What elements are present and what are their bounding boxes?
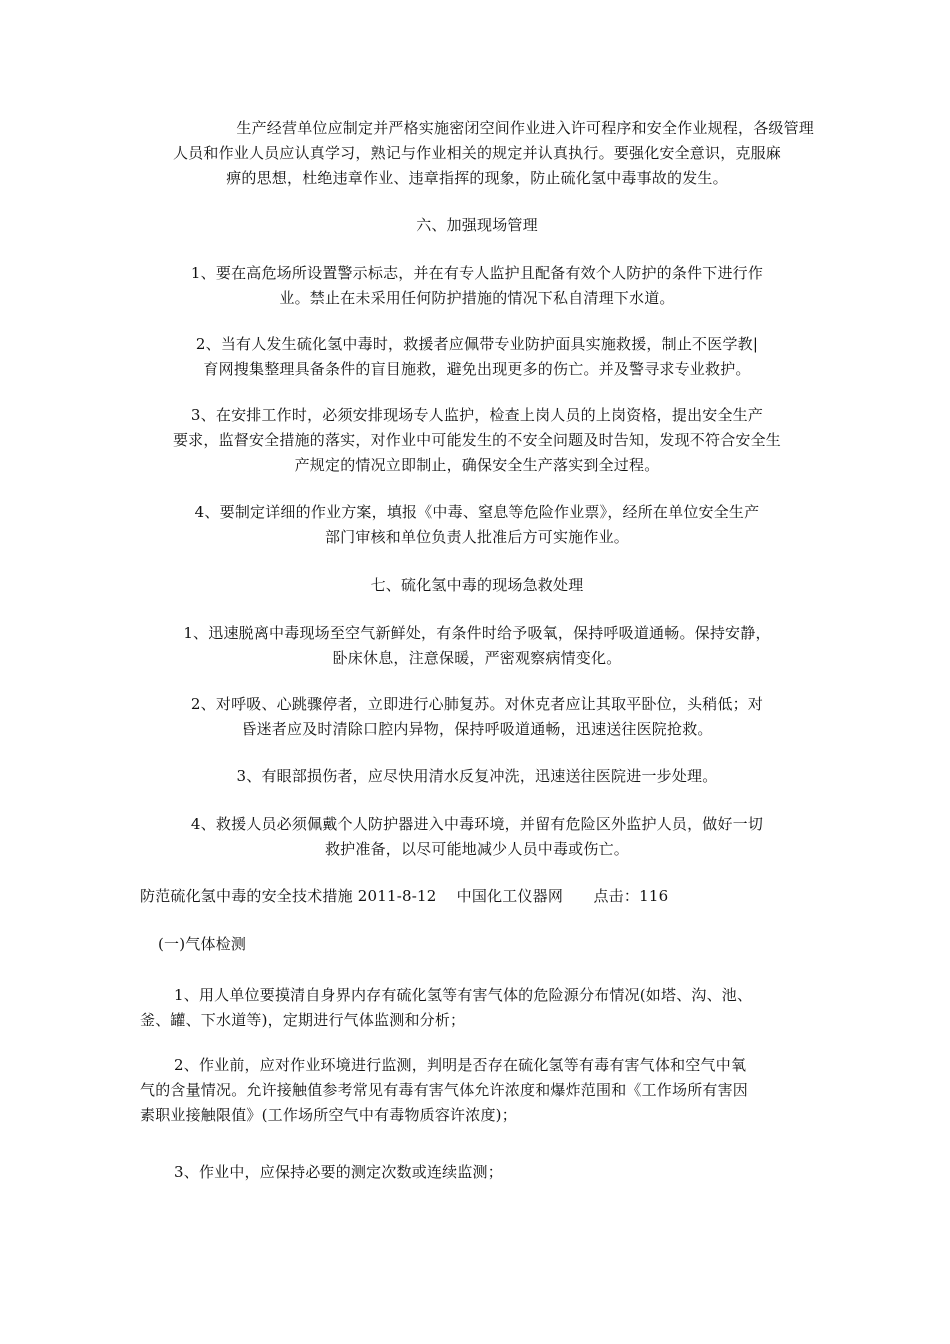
section6-item-3-line-1: 3、在安排工作时，必须安排现场专人监护，检查上岗人员的上岗资格，提出安全生产 — [190, 406, 764, 424]
section6-title: 六、加强现场管理 — [416, 216, 538, 234]
article-item-2 — [140, 1053, 814, 1128]
section6-item-2-line-2: 育网搜集整理具备条件的盲目施救，避免出现更多的伤亡。并及警寻求专业救护。 — [203, 360, 751, 378]
intro-paragraph — [140, 116, 814, 191]
section6-item-3 — [140, 403, 814, 478]
subsection-title: (一)气体检测 — [158, 935, 247, 953]
section6-item-2-line-1: 2、当有人发生硫化氢中毒时，救援者应佩带专业防护面具实施救援，制止不医学教| — [195, 335, 759, 353]
section6-item-4 — [140, 500, 814, 550]
article-item-2-line-2: 气的含量情况。允许接触值参考常见有毒有害气体允许浓度和爆炸范围和《工作场所有害因 — [140, 1081, 749, 1099]
section6-item-1 — [140, 261, 814, 311]
section7-item-4-line-1: 4、救援人员必须佩戴个人防护器进入中毒环境，并留有危险区外监护人员，做好一切 — [190, 815, 764, 833]
section6-item-4-line-1: 4、要制定详细的作业方案，填报《中毒、窒息等危险作业票》，经所在单位安全生产 — [194, 503, 760, 521]
article-item-3 — [140, 1160, 814, 1185]
section6-item-4-line-2: 部门审核和单位负责人批准后方可实施作业。 — [324, 528, 629, 546]
section6-item-1-line-1: 1、要在高危场所设置警示标志，并在有专人监护且配备有效个人防护的条件下进行作 — [190, 264, 764, 282]
article-item-1-line-2: 釜、罐、下水道等)，定期进行气体监测和分析； — [140, 1011, 466, 1029]
section6-item-3-line-3: 产规定的情况立即制止，确保安全生产落实到全过程。 — [294, 456, 660, 474]
section7-item-1 — [140, 621, 814, 671]
section7-title: 七、硫化氢中毒的现场急救处理 — [370, 576, 584, 594]
section7-item-3-line-1: 3、有眼部损伤者，应尽快用清水反复冲洗，迅速送往医院进一步处理。 — [236, 767, 718, 785]
section7-item-4-line-2: 救护准备，以尽可能地减少人员中毒或伤亡。 — [324, 840, 629, 858]
section6-item-3-line-2: 要求，监督安全措施的落实，对作业中可能发生的不安全问题及时告知，发现不符合安全生 — [172, 431, 781, 449]
section7-item-1-line-2: 卧床休息，注意保暖，严密观察病情变化。 — [332, 649, 622, 667]
section7-item-4 — [140, 812, 814, 862]
section7-item-2-line-2: 昏迷者应及时清除口腔内异物，保持呼吸道通畅，迅速送往医院抢救。 — [241, 720, 713, 738]
article-item-2-line-3: 素职业接触限值》(工作场所空气中有毒物质容许浓度)； — [140, 1106, 517, 1124]
section6-item-1-line-2: 业。禁止在未采用任何防护措施的情况下私自清理下水道。 — [279, 289, 675, 307]
intro-line-3: 痹的思想，杜绝违章作业、违章指挥的现象，防止硫化氢中毒事故的发生。 — [226, 169, 728, 187]
article-item-3-line-1: 3、作业中，应保持必要的测定次数或连续监测； — [174, 1163, 503, 1181]
article-item-1-line-1: 1、用人单位要摸清自身界内存有硫化氢等有害气体的危险源分布情况(如塔、沟、池、 — [174, 986, 753, 1004]
section7-item-3 — [140, 764, 814, 789]
article-item-2-line-1: 2、作业前，应对作业环境进行监测，判明是否存在硫化氢等有毒有害气体和空气中氧 — [174, 1056, 747, 1074]
intro-line-2: 人员和作业人员应认真学习，熟记与作业相关的规定并认真执行。要强化安全意识，克服麻 — [172, 144, 781, 162]
section7-item-2-line-1: 2、对呼吸、心跳骤停者，立即进行心肺复苏。对休克者应让其取平卧位，头稍低；对 — [190, 695, 764, 713]
section7-item-2 — [140, 692, 814, 742]
article-item-1 — [140, 983, 814, 1033]
intro-line-1: 生产经营单位应制定并严格实施密闭空间作业进入许可程序和安全作业规程，各级管理 — [236, 119, 814, 137]
article-header: 防范硫化氢中毒的安全技术措施 2011-8-12 中国化工仪器网 点击：116 — [140, 887, 669, 905]
section6-item-2 — [140, 332, 814, 382]
section7-item-1-line-1: 1、迅速脱离中毒现场至空气新鲜处，有条件时给予吸氧，保持呼吸道通畅。保持安静， — [183, 624, 771, 642]
